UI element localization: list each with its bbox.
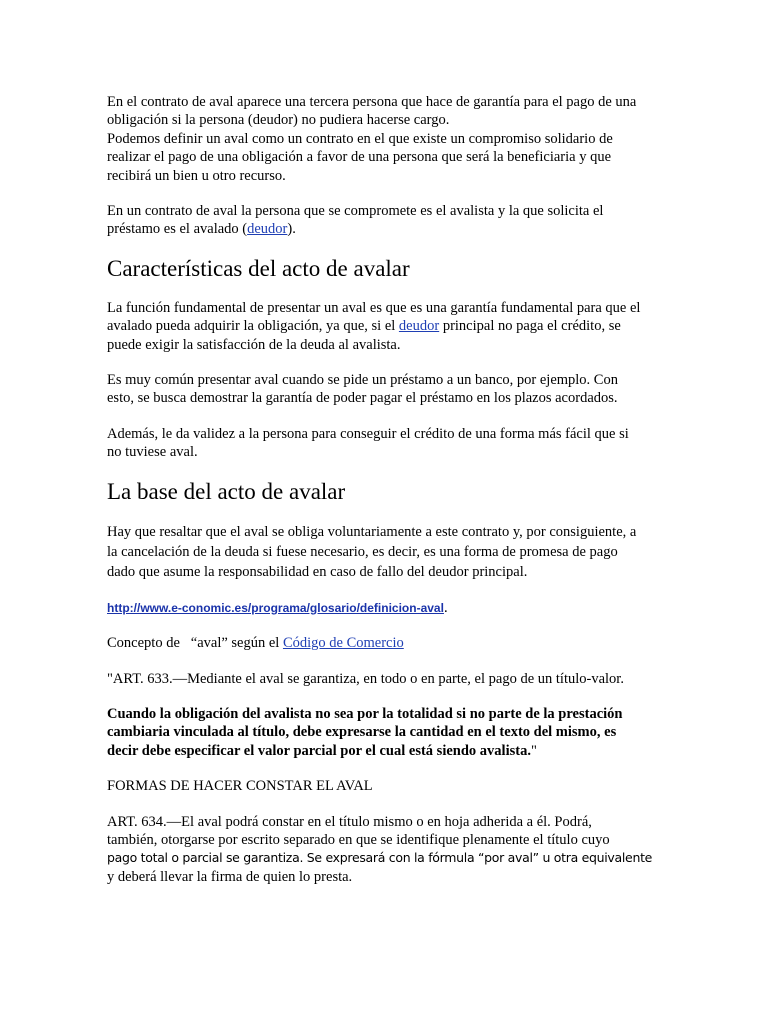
text-fragment: . Se expresará con la fórmula “por aval” u otra equivalente xyxy=(299,850,653,866)
art-634-paragraph xyxy=(107,813,667,887)
text-line: cambiaria vinculada al título, debe expresarse la cantidad en el texto del mismo, es xyxy=(107,724,617,741)
text-line: dado que asume la responsabilidad en caso de fallo del deudor principal. xyxy=(107,563,528,580)
document-page xyxy=(107,90,667,886)
text-line: En el contrato de aval aparece una tercera persona que hace de garantía para el pago de una xyxy=(107,94,637,110)
text-line: Es muy común presentar aval cuando se pide un préstamo a un banco, por ejemplo. Con xyxy=(107,372,618,389)
text-line: ART. 634.—El aval podrá constar en el título mismo o en hoja adherida a él. Podrá, xyxy=(107,813,592,830)
text-fragment: . xyxy=(443,599,448,616)
text-line: puede exigir la satisfacción de la deuda al avalista. xyxy=(107,336,401,353)
art-633-paragraph xyxy=(107,670,667,688)
text-fragment: ). xyxy=(287,221,296,238)
section2-paragraph-1 xyxy=(107,522,667,582)
text-fragment: principal no paga el crédito, se xyxy=(439,318,621,335)
text-fragment: avalado pueda adquirir la obligación, ya que, si el xyxy=(107,318,399,335)
text-line: la cancelación de la deuda si fuese necesario, es decir, es una forma de promesa de pago xyxy=(107,543,618,560)
text-line: realizar el pago de una obligación a favor de una persona que será la beneficiaria y que xyxy=(107,149,612,166)
text-line: En un contrato de aval la persona que se compromete es el avalista y la que solicita el xyxy=(107,203,604,220)
deudor-link[interactable]: deudor xyxy=(247,221,288,238)
text-fragment: " xyxy=(530,742,537,759)
deudor-link[interactable]: deudor xyxy=(398,318,440,335)
source-paragraph xyxy=(107,599,667,617)
text-line: "ART. 633.—Mediante el aval se garantiza, en todo o en parte, el pago de un título-valor. xyxy=(107,670,624,687)
text-line: y deberá llevar la firma de quien lo presta. xyxy=(107,868,353,885)
text-line: La función fundamental de presentar un aval es que es una garantía fundamental para que el xyxy=(107,299,641,316)
text-line: Cuando la obligación del avalista no sea por la totalidad si no parte de la prestación xyxy=(107,705,623,722)
concept-paragraph xyxy=(107,634,667,652)
text-line: Además, le da validez a la persona para conseguir el crédito de una forma más fácil que si xyxy=(107,425,629,442)
text-line: Hay que resaltar que el aval se obliga voluntariamente a este contrato y, por consiguiente, a xyxy=(107,523,637,540)
text-line: recibirá un bien u otro recurso. xyxy=(107,167,286,184)
section1-paragraph-1 xyxy=(107,299,667,354)
text-line: Podemos definir un aval como un contrato en el que existe un compromiso solidario de xyxy=(107,130,613,147)
text-line: decir debe especificar el valor parcial por el cual está siendo avalista. xyxy=(107,742,531,759)
text-line: no tuviese aval. xyxy=(107,444,198,461)
text-line: obligación si la persona (deudor) no pudiera hacerse cargo. xyxy=(107,112,450,129)
text-fragment: préstamo es el avalado ( xyxy=(107,221,248,238)
text-line: esto, se busca demostrar la garantía de poder pagar el préstamo en los plazos acordados. xyxy=(107,390,618,407)
forms-heading xyxy=(107,777,667,795)
section1-paragraph-3 xyxy=(107,425,667,462)
text-line: FORMAS DE HACER CONSTAR EL AVAL xyxy=(107,778,373,795)
text-fragment: pago total o parcial se garantiza xyxy=(107,850,300,866)
source-url-link[interactable]: http://www.e-conomic.es/programa/glosario/definicion-aval xyxy=(107,600,444,615)
bold-quote-paragraph xyxy=(107,705,667,760)
text-line: también, otorgarse por escrito separado en que se identifique plenamente el título cuyo xyxy=(107,831,610,848)
section-heading-caracteristicas: Características del acto de avalar xyxy=(107,255,410,281)
intro-paragraph-2 xyxy=(107,202,667,239)
section-heading-base: La base del acto de avalar xyxy=(107,478,346,504)
text-fragment: Concepto de “aval” según el xyxy=(107,635,283,652)
intro-paragraph-1 xyxy=(107,93,667,185)
codigo-comercio-link[interactable]: Código de Comercio xyxy=(282,635,404,652)
section1-paragraph-2 xyxy=(107,371,667,408)
